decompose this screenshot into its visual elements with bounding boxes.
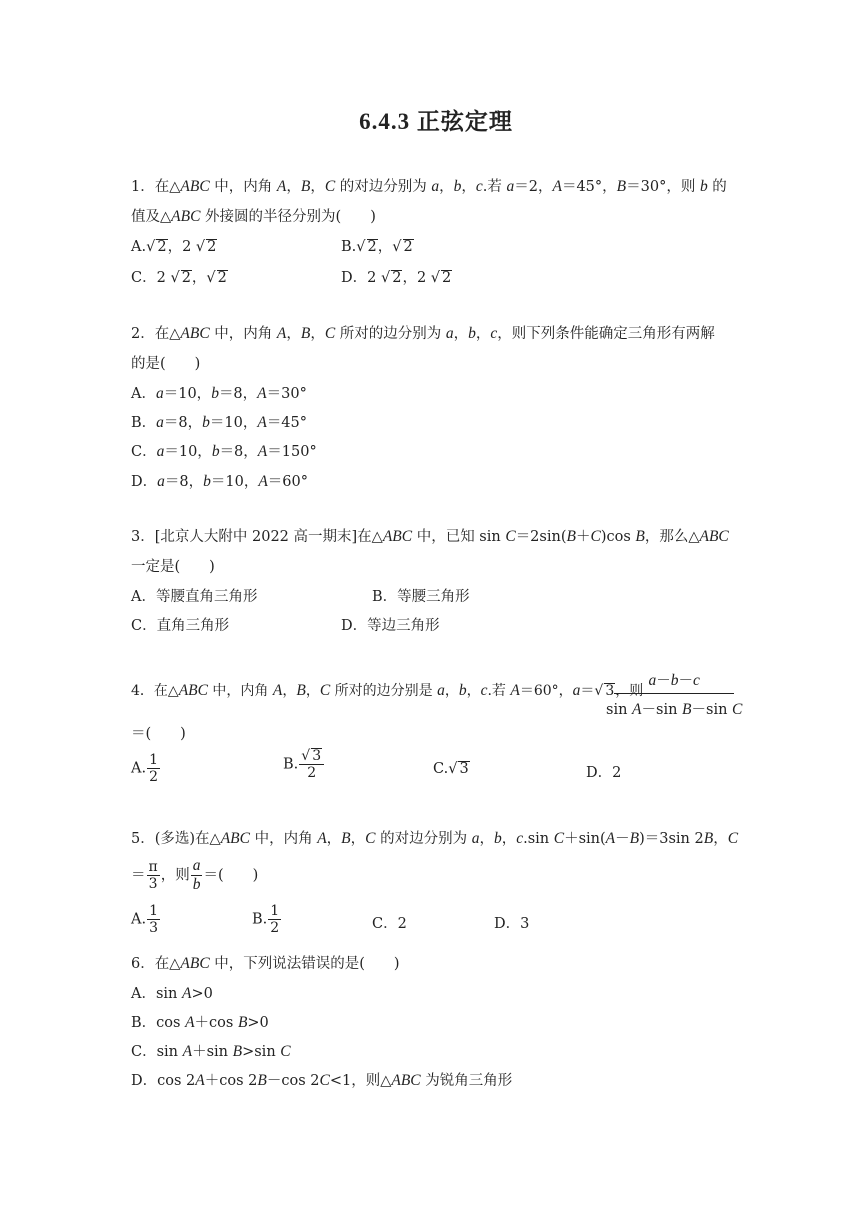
q5-stem-line2: ＝ $\frac{\pi}{3}$ ，则 $\frac{a}{b}$ ＝( ) <box>131 857 259 893</box>
q2-option-b: B．a＝8，b＝10，A＝45° <box>131 414 308 431</box>
q4-option-d: D．2 <box>586 765 622 781</box>
q6-option-c: C．sin A＋sin B>sin C <box>131 1043 291 1060</box>
q2-stem-line2: 的是( ) <box>131 356 201 372</box>
q2-stem-line1: 2．在△ABC 中，内角 A，B，C 所对的边分别为 a，b，c，则下列条件能确定三角形有两解 <box>131 325 715 342</box>
q3-option-d: D．等边三角形 <box>341 618 440 634</box>
q5-option-d: D．3 <box>494 916 530 932</box>
q6-option-a: A．sin A>0 <box>131 985 213 1002</box>
q4-stem-line1: 4．在△ABC 中，内角 A，B，C 所对的边分别是 a，b，c.若 A＝60°，a＝√ 3，则 <box>131 682 644 699</box>
q3-option-a: A．等腰直角三角形 <box>131 589 258 605</box>
q5-option-b: B. $\frac{1}{2}$ <box>252 903 280 937</box>
q5-option-a: A. $\frac{1}{3}$ <box>131 903 159 937</box>
q4-option-c: C.√ 3 <box>433 761 469 777</box>
q6-option-d: D．cos 2A＋cos 2B－cos 2C<1，则△ABC 为锐角三角形 <box>131 1072 513 1089</box>
q6-stem: 6．在△ABC 中，下列说法错误的是( ) <box>131 955 400 972</box>
q5-option-c: C．2 <box>372 916 407 932</box>
q4-fraction-numerator: a－b－c <box>614 669 734 694</box>
q1-stem-line1: 1．在△ABC 中，内角 A，B，C 的对边分别为 a，b，c.若 a＝2，A＝45°，B＝30°，则 b 的 <box>131 178 727 195</box>
q6-option-b: B．cos A＋cos B>0 <box>131 1014 269 1031</box>
q2-option-a: A．a＝10，b＝8，A＝30° <box>131 385 307 402</box>
q1-option-a: A.√ 2，2 √ 2 <box>131 239 217 255</box>
q3-option-b: B．等腰三角形 <box>372 589 470 605</box>
q2-option-d: D．a＝8，b＝10，A＝60° <box>131 473 308 490</box>
q4-stem-line2: ＝( ) <box>131 726 186 742</box>
q1-option-d: D．2 √ 2，2 √ 2 <box>341 270 452 286</box>
q3-stem-line1: 3．[北京人大附中 2022 高一期末]在△ABC 中，已知 sin C＝2sin(B＋C)cos B，那么△ABC <box>131 528 729 545</box>
q1-stem-line2: 值及△ABC 外接圆的半径分别为( ) <box>131 208 376 225</box>
q2-option-c: C．a＝10，b＝8，A＝150° <box>131 443 317 460</box>
q3-option-c: C．直角三角形 <box>131 618 230 634</box>
q4-fraction-denominator: sin A－sin B－sin C <box>606 701 743 718</box>
q4-option-b: B. $\frac{√ 3}{2}$ <box>283 748 325 781</box>
q4-fraction <box>606 669 742 719</box>
q5-stem-line1: 5．(多选)在△ABC 中，内角 A，B，C 的对边分别为 a，b，c.sin C＋sin(A－B)＝3sin 2B，C <box>131 830 739 847</box>
q1-option-b: B.√ 2，√ 2 <box>341 239 413 255</box>
q1-option-c: C．2 √ 2，√ 2 <box>131 270 227 286</box>
page-title: 6.4.3 正弦定理 <box>359 109 513 134</box>
q4-option-a: A. $\frac{1}{2}$ <box>131 752 159 786</box>
q3-stem-line2: 一定是( ) <box>131 559 215 575</box>
